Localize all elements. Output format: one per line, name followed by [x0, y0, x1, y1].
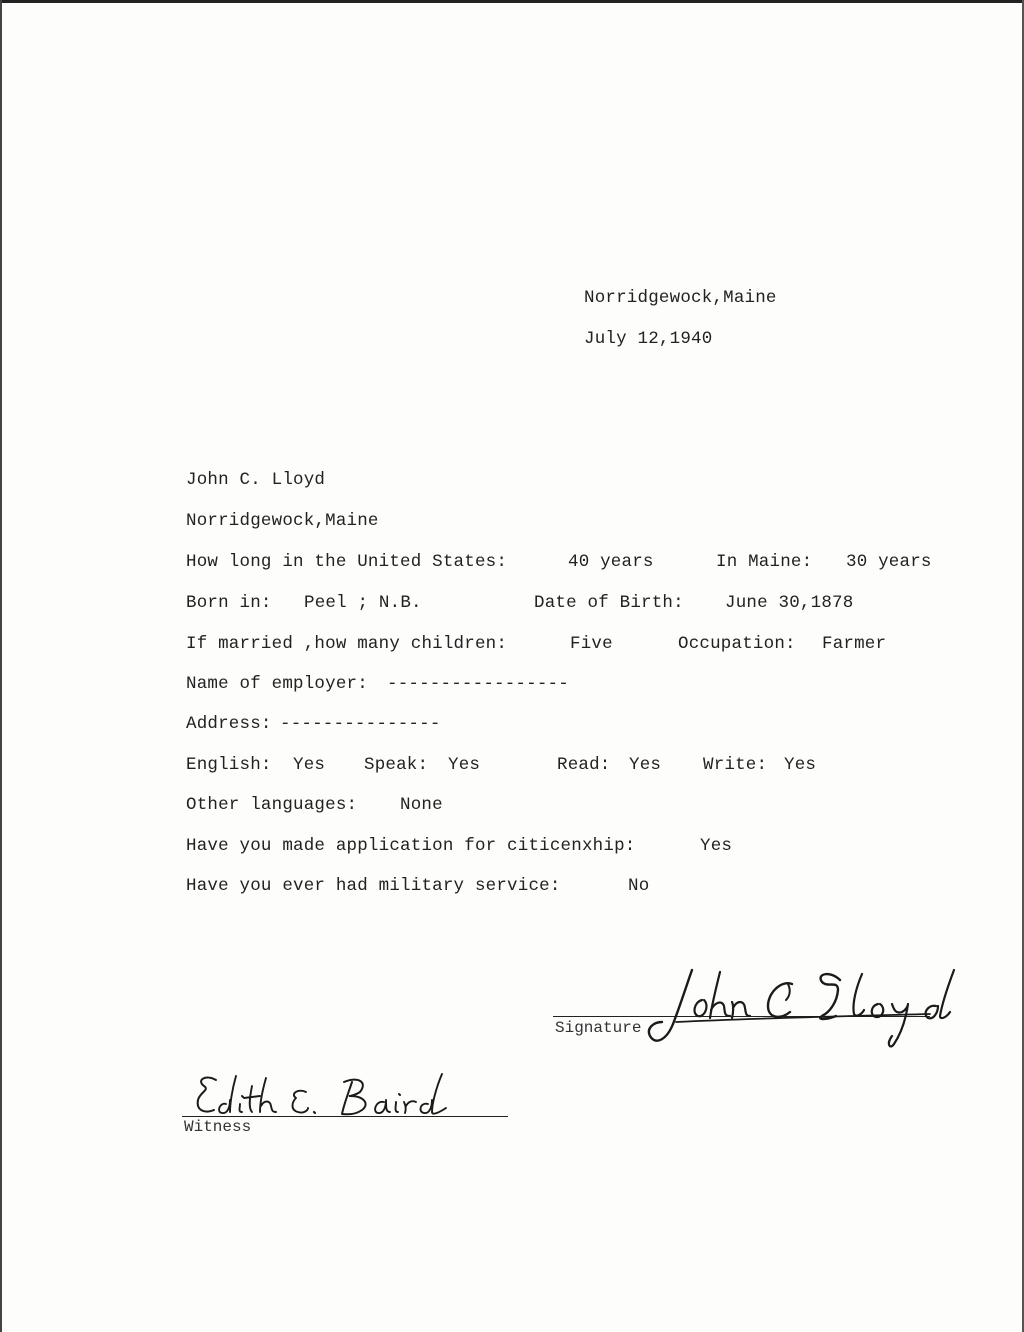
maine-residence-label: In Maine: — [716, 552, 813, 572]
applicant-name: John C. Lloyd — [186, 470, 326, 490]
employer-address-label: Address: — [186, 714, 272, 734]
read-value: Yes — [629, 755, 662, 775]
born-in-label: Born in: — [186, 593, 272, 613]
witness-signature-handwriting — [178, 1070, 458, 1130]
english-value: Yes — [293, 755, 326, 775]
speak-label: Speak: — [364, 755, 429, 775]
military-value: No — [628, 876, 650, 896]
date-of-birth-label: Date of Birth: — [534, 593, 684, 613]
scan-edge-left — [0, 0, 2, 1332]
english-label: English: — [186, 755, 272, 775]
employer-value: ----------------- — [387, 674, 569, 694]
military-label: Have you ever had military service: — [186, 876, 561, 896]
born-in-value: Peel ; N.B. — [304, 593, 422, 613]
citizenship-label: Have you made application for citicenxhip: — [186, 836, 636, 856]
scan-edge-top — [0, 0, 1024, 3]
speak-value: Yes — [448, 755, 481, 775]
occupation-label: Occupation: — [678, 634, 796, 654]
applicant-address: Norridgewock,Maine — [186, 511, 379, 531]
other-languages-label: Other languages: — [186, 795, 358, 815]
letterhead-place: Norridgewock,Maine — [584, 288, 777, 308]
signature-caption: Signature — [555, 1019, 642, 1037]
letterhead-date: July 12,1940 — [584, 329, 713, 349]
other-languages-value: None — [400, 795, 443, 815]
write-value: Yes — [784, 755, 817, 775]
maine-residence-value: 30 years — [846, 552, 932, 572]
employer-address-value: --------------- — [280, 714, 441, 734]
date-of-birth-value: June 30,1878 — [725, 593, 854, 613]
children-value: Five — [570, 634, 613, 654]
employer-label: Name of employer: — [186, 674, 368, 694]
read-label: Read: — [557, 755, 611, 775]
children-label: If married ,how many children: — [186, 634, 508, 654]
write-label: Write: — [703, 755, 768, 775]
witness-caption: Witness — [184, 1118, 252, 1136]
citizenship-value: Yes — [700, 836, 733, 856]
us-residence-value: 40 years — [568, 552, 654, 572]
applicant-signature-handwriting — [640, 962, 980, 1052]
us-residence-label: How long in the United States: — [186, 552, 508, 572]
occupation-value: Farmer — [822, 634, 887, 654]
